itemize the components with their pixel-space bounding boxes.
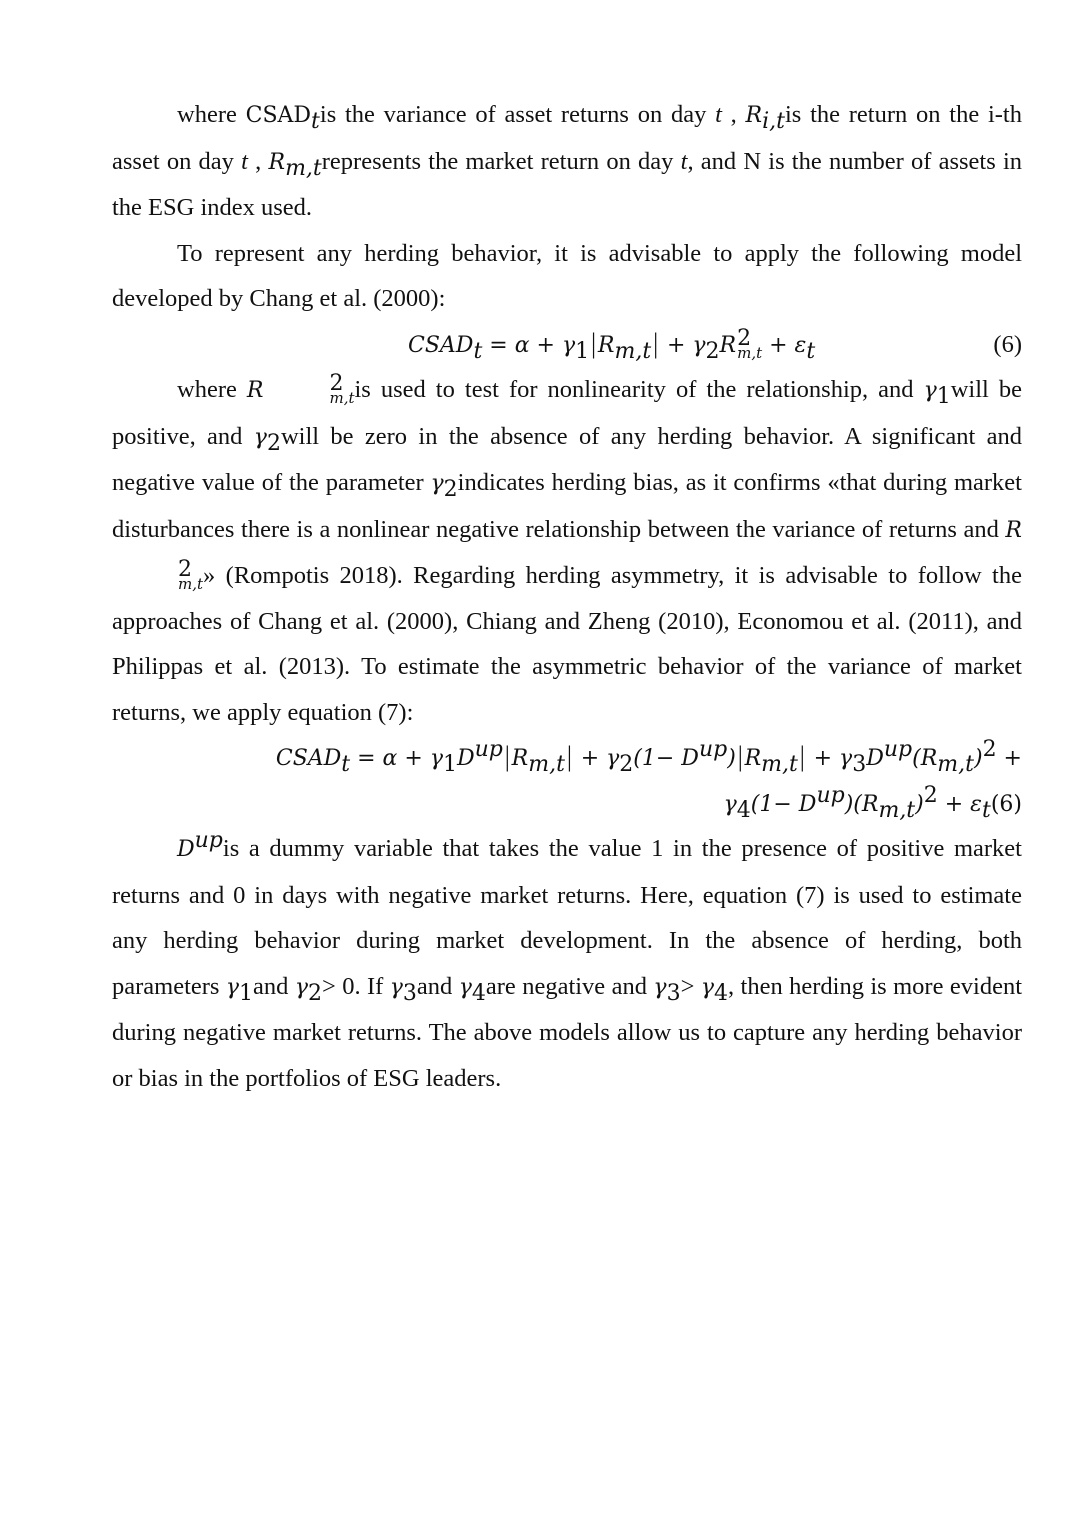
math-sup: 2 [737,325,752,351]
math-sub: m,t [614,338,652,364]
math-sub: m,t [528,751,565,777]
math: γ [458,974,472,1000]
math: ) [727,746,736,771]
math-sub: 1 [575,338,590,364]
math: + ε [762,332,807,358]
text: are negative and [485,972,654,1000]
equation-number: (6) [990,791,1022,817]
text: » (Rompotis 2018). Regarding herding asymmetry, it is advisable to follow the approaches of Chang et al. (2000), Chiang and Zheng (2010), Economou et al. (2011), and Philippas et al. (2013). To estimate the asymmetric behavior of the variance of market returns, we apply equation (7): [112,562,1022,726]
text: , and N is the number of assets in the ESG index used. [112,147,1023,221]
text: is the variance of asset returns on day [319,101,716,128]
text: , [247,147,269,175]
text: , [721,101,746,128]
math-sub: 2 [443,476,458,502]
math-sub: 4 [713,980,728,1006]
math-sub: m,t [178,575,204,594]
math-sub: 4 [736,797,751,823]
math: D [177,837,195,862]
text: > 0. If [322,972,390,1000]
text: indicates herding bias, as it confirms «that during market disturbances there is a nonlinear negative relationship between the variance of returns and [112,469,1022,543]
math-sub: 2 [308,980,322,1006]
abs-bar: | [564,742,574,772]
math: (1− D [633,746,699,771]
abs-bar: | [589,328,598,359]
math-sub: 3 [852,751,867,777]
document-page [112,92,1022,1101]
math-supsub [264,371,355,408]
equation-7-line-2 [112,781,1022,827]
abs-bar: | [797,742,807,772]
math-sub: 1 [443,751,457,777]
math: )(R [844,791,879,817]
math-sub: 2 [266,430,281,456]
math-sub: t [806,338,816,364]
math-sub: m,t [329,389,355,408]
math-sup: up [816,782,845,808]
text: is the return on the i-th asset on day [112,101,1022,175]
text: will be positive, and [112,376,1022,450]
text: is used to test for nonlinearity of the relationship, and [354,376,924,403]
equation-7-line-1 [112,735,1022,781]
equation-number: (6) [993,330,1022,358]
math: = α + γ [350,746,443,771]
math-supsub [737,325,763,362]
math: γ [294,974,308,1000]
math: + γ [573,746,620,771]
paragraph-4 [112,826,1022,1101]
text: > [680,972,701,1000]
math: R [719,332,737,358]
equation-6-body [408,322,815,369]
math-sub: 1 [936,383,951,409]
math: γ [653,974,667,1000]
math: R [511,746,529,771]
math-sup: up [698,736,728,762]
math-sub: t [311,108,320,134]
math-r: R [745,103,763,128]
math: R [246,378,264,403]
math: ) [973,746,983,771]
abs-bar: | [735,742,745,772]
math: (1− D [750,791,817,817]
text: , then herding is more evident during negative market returns. The above models allow us to capture any herding behavior or bias in the portfolios of ESG leaders. [112,972,1022,1092]
math: + γ [806,746,853,771]
math-sub: 3 [666,980,681,1006]
math-sub: m,t [285,155,322,181]
math: (R [912,746,938,771]
math-sub: 4 [471,980,486,1006]
math: CSAD [408,332,474,358]
text: represents the market return on day [321,147,681,175]
math-sub: 3 [402,980,417,1006]
math: + γ [659,332,706,358]
math: γ [923,378,937,403]
math-sup: 2 [923,782,938,808]
math-sub: t [981,797,991,823]
math: γ [700,974,714,1000]
math: R [744,746,762,771]
math: γ [389,974,403,1000]
math-supsub [113,557,204,594]
text: and [416,972,459,1000]
math: D [457,746,475,771]
math: R [597,332,615,358]
math-sub: m,t [878,797,916,823]
math: CSAD [275,746,342,771]
paragraph-3 [112,367,1022,735]
math: + ε [937,791,982,817]
math: γ [225,974,240,1000]
math-sub: t [473,338,483,364]
math-sub: i,t [762,108,785,134]
math: D [866,746,884,771]
math-sup: up [883,736,913,762]
text: will be zero in the absence of any herding behavior. A significant and negative value of the parameter [112,422,1022,496]
math-t: t [680,147,688,175]
math-sub: m,t [761,751,798,777]
math: γ [253,424,267,450]
text: is a dummy variable that takes the value 1 in the presence of positive market returns and 0 in days with negative market returns. Here, equation (7) is used to estimate any herding behavior during market development. In the absence of herding, both parameters [112,835,1022,1000]
math-sub: t [341,751,351,777]
text: where [177,101,246,128]
math-csad: CSAD [245,103,312,128]
math-sup: up [474,736,503,762]
math-sup: 2 [329,371,344,397]
math-sub: 1 [239,980,254,1006]
math-sup: 2 [982,736,997,762]
text: and [253,972,295,1000]
paragraph-1 [112,92,1022,231]
math: = α + γ [482,332,576,358]
math-sup: up [194,827,223,853]
equation-6 [112,322,1022,368]
math: ) [915,791,924,817]
math-sub: 2 [619,751,634,777]
math-sub: 2 [705,338,720,364]
math: R [1005,517,1022,543]
math-sup: 2 [178,557,192,583]
math: γ [723,791,737,817]
math-t: t [715,101,722,128]
text: where [177,376,247,403]
math-t: t [241,147,248,175]
abs-bar: | [651,328,660,359]
math: γ [430,471,444,496]
math: + [996,746,1022,771]
math-sub: m,t [937,751,974,777]
math-sub: m,t [737,343,763,362]
math-r: R [268,149,286,175]
paragraph-2: To represent any herding behavior, it is advisable to apply the following model developed by Chang et al. (2000): [112,239,1022,312]
abs-bar: | [502,742,512,772]
